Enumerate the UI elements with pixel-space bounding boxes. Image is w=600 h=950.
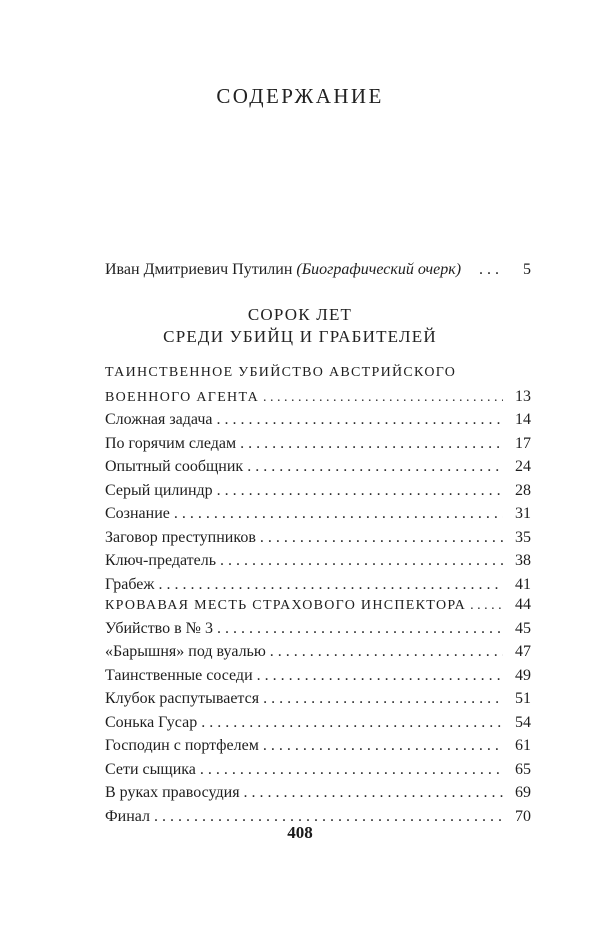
toc-entry-title: Убийство в № 3 xyxy=(105,617,217,641)
toc-entry-title: Опытный сообщник xyxy=(105,455,247,479)
toc-page-number: 14 xyxy=(515,411,531,428)
toc-leader xyxy=(174,502,503,526)
toc-entry[interactable] xyxy=(105,734,531,758)
toc-entry-title: Ключ-предатель xyxy=(105,549,220,573)
part-title-text: ВОЕННОГО АГЕНТА xyxy=(105,386,263,410)
toc-entry[interactable] xyxy=(105,664,531,688)
section-heading xyxy=(0,304,600,348)
toc-leader xyxy=(270,640,503,664)
toc-page-number: 44 xyxy=(515,596,531,613)
toc-entry[interactable] xyxy=(105,526,531,550)
toc-leader xyxy=(217,617,503,641)
toc-leader xyxy=(217,479,503,503)
toc-entry-title: Сонька Гусар xyxy=(105,711,201,735)
toc-entry-title: Господин с портфелем xyxy=(105,734,263,758)
toc-entry-title: По горячим следам xyxy=(105,432,240,456)
toc-entry[interactable] xyxy=(105,758,531,782)
toc-entry-intro[interactable] xyxy=(105,258,531,282)
toc-entry-title: Заговор преступников xyxy=(105,526,260,550)
toc-entry-title: Серый цилиндр xyxy=(105,479,217,503)
toc-page-number: 38 xyxy=(515,552,531,569)
toc-entry[interactable] xyxy=(105,687,531,711)
toc-page-number: 69 xyxy=(515,784,531,801)
toc-page-number: 61 xyxy=(515,737,531,754)
toc-leader xyxy=(200,758,503,782)
toc-page-number: 41 xyxy=(515,575,531,593)
page-title: СОДЕРЖАНИЕ xyxy=(216,84,384,108)
toc-entry[interactable] xyxy=(105,432,531,456)
toc-entry-title: «Барышня» под вуалью xyxy=(105,640,270,664)
toc-entry[interactable] xyxy=(105,549,531,573)
toc-entry-title: Финал xyxy=(105,805,154,829)
part-title-text: КРОВАВАЯ МЕСТЬ СТРАХОВОГО ИНСПЕКТОРА xyxy=(105,594,470,618)
part-title-line1[interactable] xyxy=(105,361,531,385)
toc-leader xyxy=(201,711,503,735)
toc-page-number: 45 xyxy=(515,619,531,637)
toc-leader xyxy=(470,594,503,618)
toc-entry[interactable] xyxy=(105,408,531,432)
part-title-text: ТАИНСТВЕННОЕ УБИЙСТВО АВСТРИЙСКОГО xyxy=(105,361,460,385)
toc-page-number: 35 xyxy=(515,528,531,546)
toc-entry-title: Сложная задача xyxy=(105,408,217,432)
toc-entry[interactable] xyxy=(105,781,531,805)
page-number: 408 xyxy=(287,823,313,842)
toc-page-number: 31 xyxy=(515,505,531,522)
toc-entry[interactable] xyxy=(105,455,531,479)
toc-part-2 xyxy=(105,593,531,828)
toc-entry[interactable] xyxy=(105,479,531,503)
intro-title: Иван Дмитриевич Путилин xyxy=(105,261,293,278)
toc-leader xyxy=(247,455,503,479)
toc-leader xyxy=(263,734,503,758)
toc-leader xyxy=(244,781,503,805)
toc-entry[interactable] xyxy=(105,711,531,735)
toc-page-number: 51 xyxy=(515,690,531,707)
toc-leader xyxy=(260,526,503,550)
toc-page-number: 28 xyxy=(515,481,531,499)
toc-entry-part1[interactable] xyxy=(105,385,531,409)
toc-entry-title: В руках правосудия xyxy=(105,781,244,805)
toc-leader xyxy=(263,687,503,711)
toc-page-number: 24 xyxy=(515,458,531,475)
toc-entry[interactable] xyxy=(105,617,531,641)
toc-page-number: 17 xyxy=(515,434,531,452)
section-heading-line2: СРЕДИ УБИЙЦ И ГРАБИТЕЛЕЙ xyxy=(163,327,437,346)
toc-entry-title: Клубок распутывается xyxy=(105,687,263,711)
intro-subtitle: (Биографический очерк) xyxy=(296,261,462,278)
toc-entry[interactable] xyxy=(105,502,531,526)
toc-page-number: 54 xyxy=(515,713,531,731)
toc-entry[interactable] xyxy=(105,640,531,664)
toc-page-number: 5 xyxy=(523,261,531,278)
toc-leader xyxy=(263,386,503,410)
toc-leader xyxy=(217,408,503,432)
section-heading-line1: СОРОК ЛЕТ xyxy=(247,305,353,324)
toc-entry-title: Грабеж xyxy=(105,573,158,597)
toc-leader xyxy=(240,432,503,456)
toc-intro xyxy=(105,258,531,282)
toc-page-number: 49 xyxy=(515,666,531,684)
toc-entry-title xyxy=(105,258,465,282)
toc-leader xyxy=(220,549,503,573)
toc-page-number: 70 xyxy=(515,807,531,825)
toc-entry-title: Таинственные соседи xyxy=(105,664,257,688)
toc-page-number: 65 xyxy=(515,760,531,778)
toc-entry-part2[interactable] xyxy=(105,593,531,617)
toc-entry-title: Сети сыщика xyxy=(105,758,200,782)
toc-page-number: 13 xyxy=(515,387,531,405)
toc-leader xyxy=(257,664,503,688)
toc-page-number: 47 xyxy=(515,643,531,660)
toc-part-1 xyxy=(105,361,531,596)
toc-leader: . . . xyxy=(479,261,499,278)
toc-entry-title: Сознание xyxy=(105,502,174,526)
